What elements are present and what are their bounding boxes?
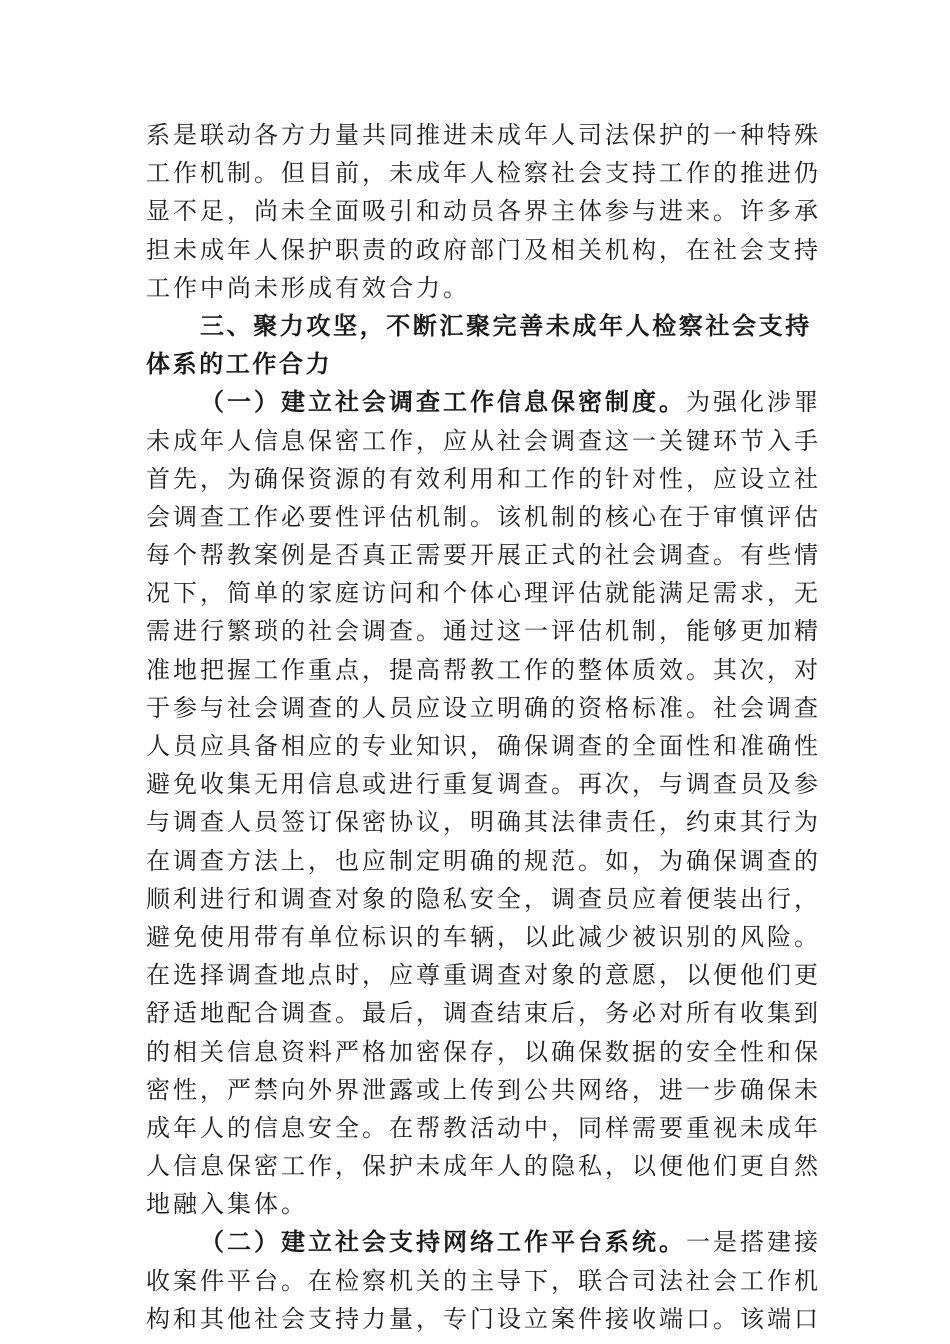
- body-text-line: [146, 1033, 821, 1071]
- line-text: 未成年人信息保密工作，应从社会调查这一关键环节入手: [146, 426, 821, 455]
- line-text: 每个帮教案例是否真正需要开展正式的社会调查。有些情: [146, 541, 821, 570]
- body-text-line: [146, 1147, 821, 1185]
- body-text-line: [146, 956, 821, 994]
- line-text: 人员应具备相应的专业知识，确保调查的全面性和准确性: [146, 732, 821, 760]
- body-text-line: [146, 460, 821, 498]
- subsection-title: （一）建立社会调查工作信息保密制度。: [200, 388, 686, 417]
- body-text-line: [146, 842, 821, 880]
- line-text: 体系的工作合力: [146, 350, 333, 379]
- line-text: 地融入集体。: [146, 1190, 308, 1219]
- body-text-line: [146, 1109, 821, 1147]
- body-text-line: [146, 574, 821, 612]
- line-text: 与调查人员签订保密协议，明确其法律责任，约束其行为: [146, 808, 821, 837]
- body-text-line: [146, 918, 821, 956]
- body-text-line: [146, 231, 821, 269]
- line-text: 一是搭建接: [686, 1228, 821, 1257]
- document-body: [146, 116, 821, 1338]
- line-text: 在调查方法上，也应制定明确的规范。如，为确保调查的: [146, 846, 821, 875]
- line-text: 显不足，尚未全面吸引和动员各界主体参与进来。许多承: [146, 197, 821, 226]
- subsection-heading-line: [146, 383, 821, 421]
- subsection-title: （二）建立社会支持网络工作平台系统。: [200, 1228, 686, 1257]
- line-text: 避免使用带有单位标识的车辆，以此减少被识别的风险。: [146, 922, 821, 951]
- line-text: 担未成年人保护职责的政府部门及相关机构，在社会支持: [146, 235, 821, 264]
- body-text-line: [146, 1185, 806, 1223]
- line-text: 三、聚力攻坚，不断汇聚完善未成年人检察社会支持: [200, 311, 812, 340]
- body-text-line: [146, 422, 821, 460]
- body-text-line: [146, 192, 821, 230]
- body-text-line: [146, 880, 821, 918]
- line-text: 避免收集无用信息或进行重复调查。再次，与调查员及参: [146, 770, 821, 799]
- body-text-line: [146, 1071, 821, 1109]
- body-text-line: [146, 1262, 821, 1300]
- line-text: 在选择调查地点时，应尊重调查对象的意愿，以便他们更: [146, 961, 821, 990]
- body-text-line: [146, 727, 821, 765]
- body-text-line: [146, 1300, 821, 1338]
- body-text-line: [146, 536, 821, 574]
- body-text-line: [146, 269, 806, 307]
- line-text: 系是联动各方力量共同推进未成年人司法保护的一种特殊: [146, 121, 821, 149]
- line-text: 成年人的信息安全。在帮教活动中，同样需要重视未成年: [146, 1113, 821, 1142]
- line-text: 首先，为确保资源的有效利用和工作的针对性，应设立社: [146, 464, 821, 493]
- line-text: 需进行繁琐的社会调查。通过这一评估机制，能够更加精: [146, 617, 821, 646]
- body-text-line: [146, 612, 821, 650]
- section-heading-line: [146, 307, 812, 345]
- body-text-line: [146, 689, 821, 727]
- line-text: 准地把握工作重点，提高帮教工作的整体质效。其次，对: [146, 655, 821, 684]
- body-text-line: [146, 803, 821, 841]
- body-text-line: [146, 651, 821, 689]
- line-text: 收案件平台。在检察机关的主导下，联合司法社会工作机: [146, 1266, 821, 1295]
- body-text-line: [146, 116, 821, 154]
- line-text: 于参与社会调查的人员应设立明确的资格标准。社会调查: [146, 693, 821, 722]
- line-text: 况下，简单的家庭访问和个体心理评估就能满足需求，无: [146, 579, 821, 608]
- body-text-line: [146, 765, 821, 803]
- section-heading-line: [146, 345, 806, 383]
- line-text: 会调查工作必要性评估机制。该机制的核心在于审慎评估: [146, 502, 821, 531]
- subsection-heading-line: [146, 1223, 821, 1261]
- line-text: 工作机制。但目前，未成年人检察社会支持工作的推进仍: [146, 159, 821, 188]
- line-text: 为强化涉罪: [686, 388, 821, 417]
- line-text: 舒适地配合调查。最后，调查结束后，务必对所有收集到: [146, 999, 821, 1028]
- body-text-line: [146, 994, 821, 1032]
- line-text: 构和其他社会支持力量，专门设立案件接收端口。该端口: [146, 1304, 821, 1333]
- line-text: 顺利进行和调查对象的隐私安全，调查员应着便装出行，: [146, 884, 821, 913]
- line-text: 工作中尚未形成有效合力。: [146, 273, 470, 302]
- body-text-line: [146, 498, 821, 536]
- line-text: 人信息保密工作，保护未成年人的隐私，以便他们更自然: [146, 1152, 821, 1181]
- body-text-line: [146, 154, 821, 192]
- line-text: 的相关信息资料严格加密保存，以确保数据的安全性和保: [146, 1037, 821, 1066]
- line-text: 密性，严禁向外界泄露或上传到公共网络，进一步确保未: [146, 1075, 821, 1104]
